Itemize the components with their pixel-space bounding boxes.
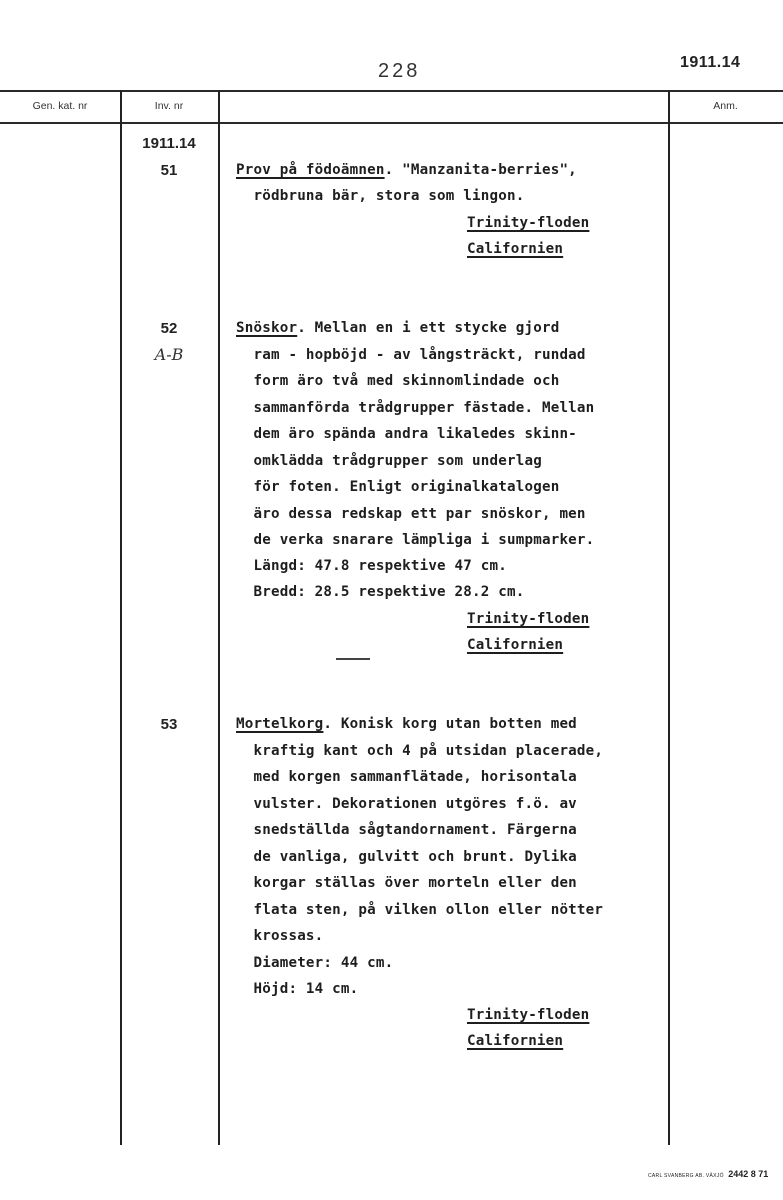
inv-number: 51 xyxy=(160,162,178,179)
entry-line: äro dessa redskap ett par snöskor, men xyxy=(236,506,586,522)
entry-line: korgar ställas över morteln eller den xyxy=(236,875,577,891)
entry-line: sammanförda trådgrupper fästade. Mellan xyxy=(236,400,595,416)
entry-line: med korgen sammanflätade, horisontala xyxy=(236,769,577,785)
header-top-rule xyxy=(0,90,783,92)
entry-line: rödbruna bär, stora som lingon. xyxy=(236,188,525,204)
entry-line: dem äro spända andra likaledes skinn- xyxy=(236,426,577,442)
entry-line: kraftig kant och 4 på utsidan placerade, xyxy=(236,743,604,759)
entry-line: Diameter: 44 cm. xyxy=(236,955,394,971)
inv-sub-number-handwritten: A-B xyxy=(154,345,184,364)
header-bottom-rule xyxy=(0,122,783,124)
entry-title: Mortelkorg xyxy=(236,716,324,732)
entry-line: ram - hopböjd - av långsträckt, rundad xyxy=(236,347,586,363)
entry-line: för foten. Enligt originalkatalogen xyxy=(236,479,560,495)
column-header-gen-kat-nr: Gen. kat. nr xyxy=(32,100,88,112)
entry-region: Californien xyxy=(467,1033,564,1049)
column-header-inv-nr: Inv. nr xyxy=(154,100,184,112)
entry-line: de verka snarare lämpliga i sumpmarker. xyxy=(236,532,595,548)
entry-line: form äro två med skinnomlindade och xyxy=(236,373,560,389)
printer-footer xyxy=(648,1164,768,1182)
entry-title: Snöskor xyxy=(236,320,298,336)
entry-line: Bredd: 28.5 respektive 28.2 cm. xyxy=(236,584,525,600)
entry-line: krossas. xyxy=(236,928,324,944)
entry-locality: Trinity-floden xyxy=(467,611,590,627)
entry-first-line: Prov på födoämnen. "Manzanita-berries", xyxy=(236,162,577,178)
printer-name: CARL SVANBERG AB. VÄXJÖ xyxy=(648,1173,724,1179)
entry-line: Längd: 47.8 respektive 47 cm. xyxy=(236,558,507,574)
entry-line: flata sten, på vilken ollon eller nötter xyxy=(236,902,604,918)
inv-number: 52 xyxy=(160,320,178,337)
entry-first-line: Mortelkorg. Konisk korg utan botten med xyxy=(236,716,577,732)
accession-number: 1911.14 xyxy=(142,135,196,152)
separator-dash xyxy=(336,658,370,660)
entry-first-line: Snöskor. Mellan en i ett stycke gjord xyxy=(236,320,560,336)
column-divider-gen-inv xyxy=(120,90,122,1145)
entry-line: Höjd: 14 cm. xyxy=(236,981,359,997)
entry-line: omklädda trådgrupper som underlag xyxy=(236,453,542,469)
column-divider-desc-anm xyxy=(668,90,670,1145)
form-code: 2442 8 71 xyxy=(728,1169,769,1179)
page-number: 228 xyxy=(378,60,421,82)
entry-line: snedställda sågtandornament. Färgerna xyxy=(236,822,577,838)
entry-region: Californien xyxy=(467,241,564,257)
entry-title: Prov på födoämnen xyxy=(236,162,385,178)
column-header-anm: Anm. xyxy=(713,100,738,112)
column-divider-inv-desc xyxy=(218,90,220,1145)
entry-line: vulster. Dekorationen utgöres f.ö. av xyxy=(236,796,577,812)
inv-number: 53 xyxy=(160,716,178,733)
entry-line: de vanliga, gulvitt och brunt. Dylika xyxy=(236,849,577,865)
entry-locality: Trinity-floden xyxy=(467,215,590,231)
entry-region: Californien xyxy=(467,637,564,653)
entry-locality: Trinity-floden xyxy=(467,1007,590,1023)
accession-header: 1911.14 xyxy=(680,54,741,71)
